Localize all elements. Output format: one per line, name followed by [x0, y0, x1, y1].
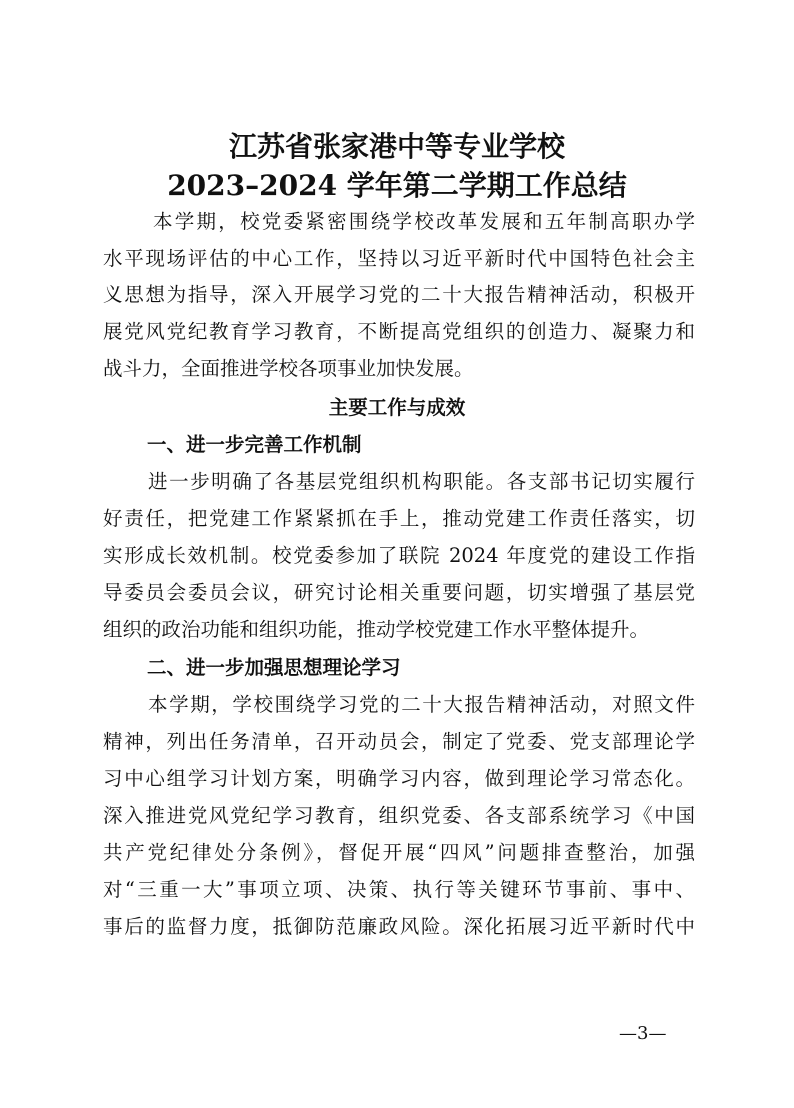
intro-line: 展党风党纪教育学习教育，不断提高党组织的创造力、凝聚力和: [103, 320, 695, 343]
section-1-line: 实形成长效机制。校党委参加了联院 2024 年度党的建设工作指: [103, 544, 695, 567]
section-1-heading: 一、进一步完善工作机制: [147, 433, 362, 456]
section-2-heading: 二、进一步加强思想理论学习: [147, 656, 401, 679]
page-number: —3—: [619, 1023, 667, 1044]
intro-line: 本学期，校党委紧密围绕学校改革发展和五年制高职办学: [153, 210, 695, 233]
section-2-line: 习中心组学习计划方案，明确学习内容，做到理论学习常态化。: [103, 767, 695, 790]
section-2-line: 精神，列出任务清单，召开动员会，制定了党委、党支部理论学: [103, 730, 695, 753]
section-1-line: 导委员会委员会议，研究讨论相关重要问题，切实增强了基层党: [103, 581, 695, 604]
section-2-line: 深入推进党风党纪学习教育，组织党委、各支部系统学习《中国: [103, 804, 695, 827]
section-heading: 主要工作与成效: [328, 396, 466, 419]
intro-line: 义思想为指导，深入开展学习党的二十大报告精神活动，积极开: [103, 283, 695, 306]
document-title-line-1: 江苏省张家港中等专业学校: [228, 130, 565, 163]
section-2-line: 事后的监督力度，抵御防范廉政风险。深化拓展习近平新时代中: [103, 915, 695, 938]
intro-line: 战斗力，全面推进学校各项事业加快发展。: [103, 357, 474, 380]
document-title-line-2: 2023–2024 学年第二学期工作总结: [167, 169, 627, 202]
section-1-line: 进一步明确了各基层党组织机构职能。各支部书记切实履行: [148, 470, 695, 493]
section-2-line: 共产党纪律处分条例》，督促开展“四风”问题排查整治，加强: [103, 841, 695, 864]
section-1-line: 组织的政治功能和组织功能，推动学校党建工作水平整体提升。: [103, 618, 650, 641]
section-1-line: 好责任，把党建工作紧紧抓在手上，推动党建工作责任落实，切: [103, 507, 695, 530]
section-2-line: 对“三重一大”事项立项、决策、执行等关键环节事前、事中、: [103, 878, 695, 901]
intro-line: 水平现场评估的中心工作，坚持以习近平新时代中国特色社会主: [103, 247, 695, 270]
section-2-line: 本学期，学校围绕学习党的二十大报告精神活动，对照文件: [148, 693, 695, 716]
